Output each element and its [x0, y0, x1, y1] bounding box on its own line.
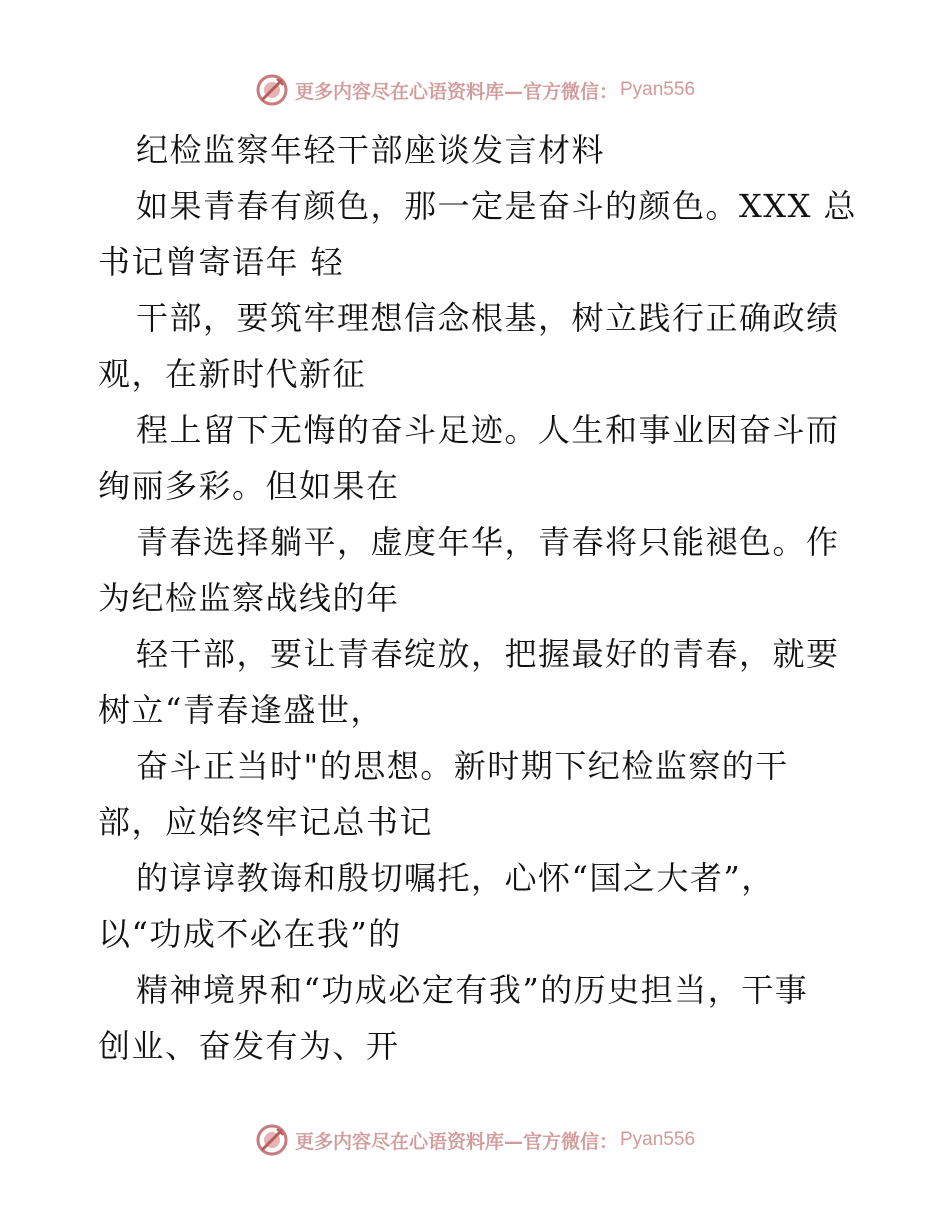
footer-watermark	[0, 1120, 950, 1160]
paragraph-line: 精神境界和“功成必定有我”的历史担当，干事	[136, 971, 809, 1009]
watermark-wechat-id: Pyan556	[620, 1129, 696, 1150]
document-title: 纪检监察年轻干部座谈发言材料	[136, 131, 606, 169]
seal-logo-icon	[255, 1123, 289, 1157]
paragraph-line: 书记曾寄语年 轻	[98, 243, 345, 281]
paragraph-line: 部，应始终牢记总书记	[98, 803, 434, 841]
watermark-text: 更多内容尽在心语资料库—官方微信：	[294, 1130, 618, 1153]
paragraph-line: 以“功成不必在我”的	[98, 915, 402, 953]
paragraph-line: 程上留下无悔的奋斗足迹。人生和事业因奋斗而	[136, 411, 840, 449]
paragraph-line: 奋斗正当时"的思想。新时期下纪检监察的干	[136, 747, 789, 785]
paragraph-line: 为纪检监察战线的年	[98, 579, 400, 617]
paragraph-line: 的谆谆教诲和殷切嘱托，心怀“国之大者”，	[136, 859, 775, 897]
seal-logo-icon	[255, 73, 289, 107]
paragraph-line: 轻干部，要让青春绽放，把握最好的青春，就要	[136, 635, 840, 673]
paragraph-line: 青春选择躺平，虚度年华，青春将只能褪色。作	[136, 523, 840, 561]
watermark-wechat-id: Pyan556	[620, 79, 696, 100]
paragraph-line: 创业、奋发有为、开	[98, 1027, 400, 1065]
document-body	[98, 122, 858, 1074]
paragraph-line: 树立“青春逢盛世，	[98, 691, 384, 729]
paragraph-line: 干部，要筑牢理想信念根基，树立践行正确政绩	[136, 299, 840, 337]
header-watermark	[0, 70, 950, 110]
paragraph-line: 如果青春有颜色，那一定是奋斗的颜色。XXX 总	[136, 187, 858, 225]
paragraph-line: 绚丽多彩。但如果在	[98, 467, 400, 505]
paragraph-line: 观，在新时代新征	[98, 355, 367, 393]
watermark-text: 更多内容尽在心语资料库—官方微信：	[294, 80, 618, 103]
